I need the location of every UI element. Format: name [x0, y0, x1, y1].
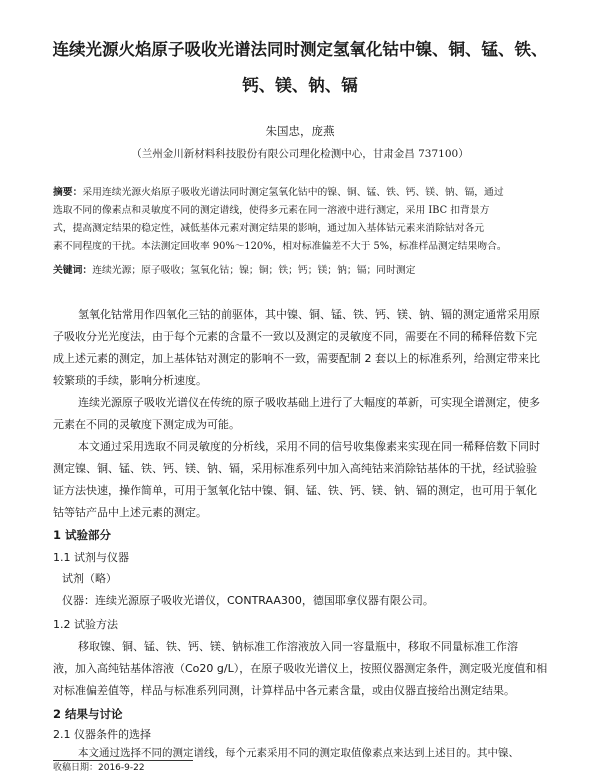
abstract-line-4: 素不同程度的干扰。本法测定回收率 90%～120%，相对标准偏差不大于 5%，标准样品测定结果吻合。 — [53, 241, 507, 252]
section-1-1-heading: 1.1 试剂与仪器 — [53, 551, 129, 564]
affiliation: （兰州金川新材料科技股份有限公司理化检测中心，甘肃金昌 737100） — [131, 148, 469, 160]
method-line-1: 移取镍、铜、锰、铁、钙、镁、钠标准工作溶液放入同一容量瓶中，移取不同量标准工作溶 — [78, 640, 518, 653]
method-line-3: 对标准偏差值等，样品与标准系列同测，计算样品中各元素含量，或由仪器直接给出测定结果。 — [53, 684, 515, 697]
keywords: 关键词：连续光源；原子吸收；氢氧化钴；镍；铜；铁；钙；镁；钠；镉；同时测定 — [53, 265, 416, 276]
para-3-line-1: 本文通过采用选取不同灵敏度的分析线，采用不同的信号收集像素来实现在同一稀释倍数下同时 — [78, 440, 540, 453]
paper-title-line-1: 连续光源火焰原子吸收光谱法同时测定氢氧化钴中镍、铜、锰、铁、 — [52, 40, 548, 59]
authors: 朱国忠，庞燕 — [265, 124, 335, 138]
para-1-line-1: 氢氧化钴常用作四氧化三钴的前驱体，其中镍、铜、锰、铁、钙、镁、钠、镉的测定通常采用原 — [78, 308, 540, 321]
section-2-heading: 2 结果与讨论 — [53, 707, 123, 721]
abstract-label: 摘要： — [53, 187, 83, 198]
para-3-line-3: 证方法快速，操作简单，可用于氢氧化钴中镍、铜、锰、铁、钙、镁、钠、镉的测定，也可用于氧化 — [53, 484, 537, 497]
para-2-line-2: 元素在不同的灵敏度下测定成为可能。 — [53, 418, 240, 431]
footnote-received: 收稿日期：2016-9-22 — [53, 763, 145, 773]
section-1-heading: 1 试验部分 — [53, 528, 112, 542]
footnote-rule — [53, 760, 193, 761]
para-3-line-2: 测定镍、铜、锰、铁、钙、镁、钠、镉，采用标准系列中加入高纯钴来消除钴基体的干扰，经试验验 — [53, 462, 537, 475]
abstract-line-1: 摘要：采用连续光源火焰原子吸收光谱法同时测定氢氧化钴中的镍、铜、锰、铁、钙、镁、钠、镉，通过 — [53, 187, 504, 198]
reagents-line: 试剂（略） — [62, 572, 117, 585]
section-2-1-line-1: 本文通过选择不同的测定谱线，每个元素采用不同的测定取值像素点来达到上述目的。其中镍、 — [78, 747, 519, 759]
abstract-line-3: 式，提高测定结果的稳定性，减低基体元素对测定结果的影响，通过加入基体钴元素来消除钴对各元 — [53, 223, 485, 234]
para-1-line-4: 较繁琐的手续，影响分析速度。 — [53, 374, 207, 387]
para-2-line-1: 连续光源原子吸收光谱仪在传统的原子吸收基础上进行了大幅度的革新，可实现全谱测定，使多 — [78, 396, 540, 409]
keywords-label: 关键词： — [53, 265, 93, 276]
para-1-line-2: 子吸收分光光度法，由于每个元素的含量不一致以及测定的灵敏度不同，需要在不同的稀释倍数下完 — [53, 330, 537, 343]
para-3-line-4: 钴等钴产品中上述元素的测定。 — [53, 506, 207, 519]
abstract-line-2: 选取不同的像素点和灵敏度不同的测定谱线，使得多元素在同一溶液中进行测定，采用 IBC 扣背景方 — [53, 205, 490, 216]
paper-title-line-2: 钙、镁、钠、镉 — [242, 76, 358, 95]
section-2-1-heading: 2.1 仪器条件的选择 — [53, 728, 151, 741]
para-1-line-3: 成上述元素的测定，加上基体钴对测定的影响不一致，需要配制 2 套以上的标准系列，给测定带来比 — [53, 352, 540, 365]
instrument-line: 仪器：连续光源原子吸收光谱仪，CONTRAA300，德国耶拿仪器有限公司。 — [62, 594, 434, 607]
section-1-2-heading: 1.2 试验方法 — [53, 618, 118, 631]
method-line-2: 液，加入高纯钴基体溶液（Co20 g/L），在原子吸收光谱仪上，按照仪器测定条件，测定吸光度值和相 — [53, 662, 548, 675]
